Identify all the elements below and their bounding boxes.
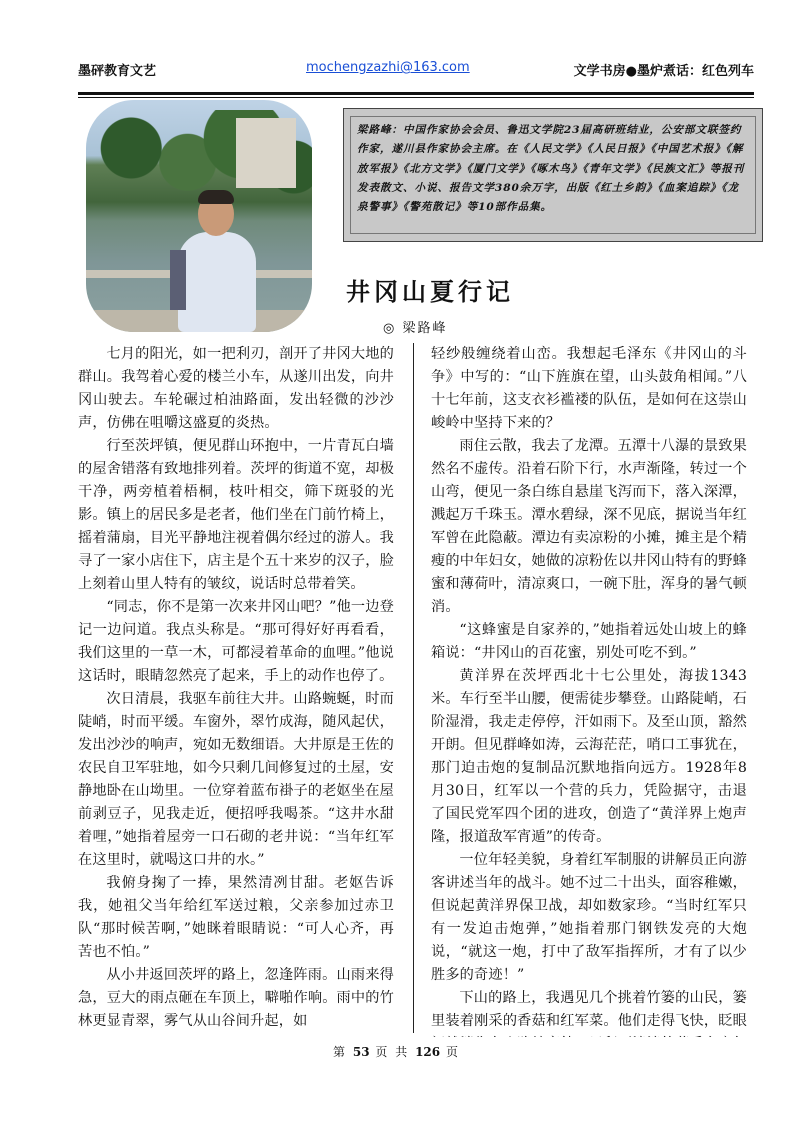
author-bio-text xyxy=(350,116,756,234)
article-author: ◎ 梁路峰 xyxy=(383,321,448,336)
paragraph: 从小井返回茨坪的路上，忽逢阵雨。山雨来得急，豆大的雨点砸在车顶上，噼啪作响。雨中的竹林更显青翠，雾气从山谷间升起，如 xyxy=(78,967,394,1029)
paragraph: 我俯身掬了一捧，果然清冽甘甜。老妪告诉我，她祖父当年给红军送过粮，父亲参加过赤卫队“那时候苦啊，”她眯着眼睛说：“可人心齐，再苦也不怕。” xyxy=(78,875,394,960)
author-bio-body: ：中国作家协会会员、鲁迅文学院23届高研班结业，公安部文联签约作家，遂川县作家协会主席。在《人民文学》《人民日报》《中国艺术报》《解放军报》《北方文学》《厦门文学》《啄木鸟》《青年文学》《民族文汇》等报刊发表散文、小说、报告文学380余万字，出版《红土乡韵》《血案追踪》《龙泉警事》《警苑散记》等10部作品集。 xyxy=(357,124,745,214)
footer-suffix: 页 xyxy=(445,1045,460,1059)
page-header xyxy=(78,58,754,80)
paragraph: 行至茨坪镇，便见群山环抱中，一片青瓦白墙的屋舍错落有致地排列着。茨坪的街道不宽，却极干净，两旁植着梧桐，枝叶相交，筛下斑驳的光影。镇上的居民多是老者，他们坐在门前竹椅上，摇着蒲扇，目光平静地注视着偶尔经过的游人。我寻了一家小店住下，店主是个五十来岁的汉子，脸上刻着山里人特有的皱纹，说话时总带着笑。 xyxy=(78,438,394,592)
column-title: 文学书房●墨炉煮话：红色列车 xyxy=(573,64,754,79)
publication-name: 墨砰教育文艺 xyxy=(78,64,157,79)
paragraph: 七月的阳光，如一把利刃，剖开了井冈大地的群山。我驾着心爱的楼兰小车，从遂川出发，向井冈山驶去。车轮碾过柏油路面，发出轻微的沙沙声，仿佛在咀嚼这盛夏的炎热。 xyxy=(78,346,394,431)
author-bio-box xyxy=(343,108,763,242)
paragraph: “同志，你不是第一次来井冈山吧？”他一边登记一边问道。我点头称是。“那可得好好再看看，我们这里的一草一木，可都浸着革命的血哩。”他说这话时，眼睛忽然亮了起来，手上的动作也停了。 xyxy=(78,599,394,684)
paragraph: 一位年轻美貌，身着红军制服的讲解员正向游客讲述当年的战斗。她不过二十出头，面容稚嫩，但说起黄洋界保卫战，却如数家珍。“当时红军只有一发迫击炮弹，”她指着那门钢铁发亮的大炮说，“就这一炮，打中了敌军指挥所，才有了以少胜多的奇迹！” xyxy=(431,852,747,983)
photo-person-body xyxy=(178,232,256,332)
article-column-left xyxy=(78,343,394,1037)
article-column-right xyxy=(431,343,747,1037)
paragraph-continued: 轻纱般缠绕着山峦。我想起毛泽东《井冈山的斗争》中写的：“山下旌旗在望，山头鼓角相闻。”八十七年前，这支衣衫褴褛的队伍，是如何在这崇山峻岭中坚持下来的？ xyxy=(431,346,747,431)
paragraph: 雨住云散，我去了龙潭。五潭十八瀑的景致果然名不虚传。沿着石阶下行，水声渐隆，转过一个山弯，便见一条白练自悬崖飞泻而下，落入深潭，溅起万千珠玉。潭水碧绿，深不见底，据说当年红军曾在此隐蔽。潭边有卖凉粉的小摊，摊主是个精瘦的中年妇女，她做的凉粉佐以井冈山特有的野蜂蜜和薄荷叶，清凉爽口，一碗下肚，浑身的暑气顿消。 xyxy=(431,438,747,615)
photo-person-hair xyxy=(198,190,234,204)
paragraph: “这蜂蜜是自家养的，”她指着远处山坡上的蜂箱说：“井冈山的百花蜜，别处可吃不到。” xyxy=(431,622,747,661)
paragraph: 下山的路上，我遇见几个挑着竹篓的山民，篓里装着刚采的香菇和红军菜。他们走得飞快，眨眼 xyxy=(431,990,747,1029)
author-bio-name: 梁路峰 xyxy=(357,124,392,136)
paragraph: 次日清晨，我驱车前往大井。山路蜿蜒，时而陡峭，时而平缓。车窗外，翠竹成海，随风起伏，发出沙沙的响声，宛如无数细语。大井原是王佐的农民自卫军驻地，如今只剩几间修复过的土屋，安静地卧在山坳里。一位穿着蓝布褂子的老妪坐在屋前剥豆子，见我走近，便招呼我喝茶。“这井水甜着哩，”她指着屋旁一口石砌的老井说：“当年红军在这里时，就喝这口井的水。” xyxy=(78,691,394,868)
author-photo xyxy=(86,100,312,332)
photo-building xyxy=(236,118,296,188)
article-title: 井冈山夏行记 xyxy=(346,277,514,306)
header-rule-thin xyxy=(78,97,754,98)
header-rule-thick xyxy=(78,92,754,95)
column-divider xyxy=(413,343,414,1033)
footer-prefix: 第 xyxy=(333,1045,348,1059)
photo-bag-strap xyxy=(170,250,186,310)
total-pages: 126 xyxy=(415,1045,441,1059)
page-number: 53 xyxy=(352,1045,370,1059)
paragraph: 黄洋界在茨坪西北十七公里处，海拔1343米。车行至半山腰，便需徒步攀登。山路陡峭，石阶湿滑，我走走停停，汗如雨下。及至山顶，豁然开朗。但见群峰如涛，云海茫茫，哨口工事犹在，那门迫击炮的复制品沉默地指向远方。1928年8月30日，红军以一个营的兵力，凭险据守，击退了国民党军四个团的进攻，创造了“黄洋界上炮声隆，报道敌军宵遁”的传奇。 xyxy=(431,668,747,845)
email-link[interactable]: mochengzazhi@163.com xyxy=(306,60,470,75)
footer-middle: 页 共 xyxy=(375,1045,410,1059)
page-footer xyxy=(0,1043,793,1060)
